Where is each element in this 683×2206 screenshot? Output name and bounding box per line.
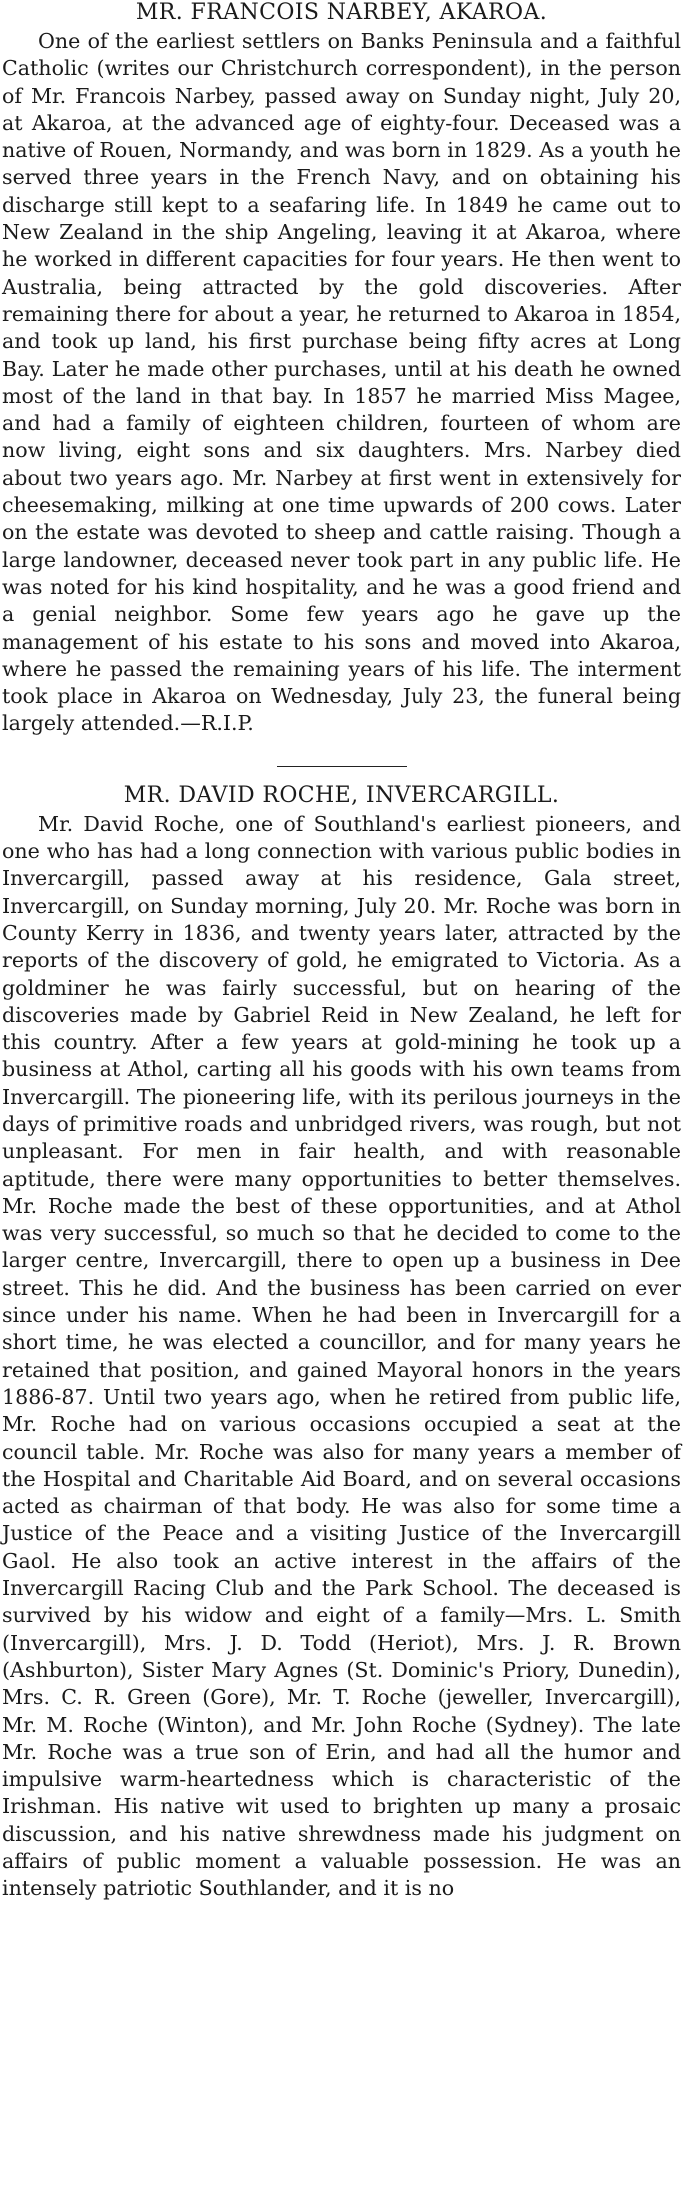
article-roche (2, 783, 681, 1903)
article-body: Mr. David Roche, one of Southland's earliest pioneers, and one who has had a long connection with various public bodies in Invercargill, passed away at his residence, Gala street, Invercargill, on Sunday morning, July 20. Mr. Roche was born in County Kerry in 1836, and twenty years later, attracted by the reports of the discovery of gold, he emigrated to Victoria. As a goldminer he was fairly successful, but on hearing of the discoveries made by Gabriel Reid in New Zealand, he left for this country. After a few years at gold-mining he took up a business at Athol, carting all his goods with his own teams from Invercargill. The pioneering life, with its perilous journeys in the days of primitive roads and unbridged rivers, was rough, but not unpleasant. For men in fair health, and with reasonable aptitude, there were many opportunities to better themselves. Mr. Roche made the best of these opportunities, and at Athol was very successful, so much so that he decided to come to the larger centre, Invercargill, there to open up a business in Dee street. This he did. And the business has been carried on ever since under his name. When he had been in Invercargill for a short time, he was elected a councillor, and for many years he retained that position, and gained Mayoral honors in the years 1886-87. Until two years ago, when he retired from public life, Mr. Roche had on various occasions occupied a seat at the council table. Mr. Roche was also for many years a member of the Hospital and Charitable Aid Board, and on several occasions acted as chairman of that body. He was also for some time a Justice of the Peace and a visiting Justice of the Invercargill Gaol. He also took an active interest in the affairs of the Invercargill Racing Club and the Park School. The deceased is survived by his widow and eight of a family—Mrs. L. Smith (Invercargill), Mrs. J. D. Todd (Heriot), Mrs. J. R. Brown (Ashburton), Sister Mary Agnes (St. Dominic's Priory, Dunedin), Mrs. C. R. Green (Gore), Mr. T. Roche (jeweller, Invercargill), Mr. M. Roche (Winton), and Mr. John Roche (Sydney). The late Mr. Roche was a true son of Erin, and had all the humor and impulsive warm-heartedness which is characteristic of the Irishman. His native wit used to brighten up many a prosaic discussion, and his native shrewdness made his judgment on affairs of public moment a valuable possession. He was an intensely patriotic Southlander, and it is no (2, 811, 681, 1901)
article-body: One of the earliest settlers on Banks Peninsula and a faithful Catholic (writes our Christchurch correspondent), in the person of Mr. Francois Narbey, passed away on Sunday night, July 20, at Akaroa, at the advanced age of eighty-four. Deceased was a native of Rouen, Normandy, and was born in 1829. As a youth he served three years in the French Navy, and on obtaining his discharge still kept to a seafaring life. In 1849 he came out to New Zealand in the ship Angeling, leaving it at Akaroa, where he worked in different capacities for four years. He then went to Australia, being attracted by the gold discoveries. After remaining there for about a year, he returned to Akaroa in 1854, and took up land, his first purchase being fifty acres at Long Bay. Later he made other purchases, until at his death he owned most of the land in that bay. In 1857 he married Miss Magee, and had a family of eighteen children, fourteen of whom are now living, eight sons and six daughters. Mrs. Narbey died about two years ago. Mr. Narbey at first went in extensively for cheesemaking, milking at one time upwards of 200 cows. Later on the estate was devoted to sheep and cattle raising. Though a large landowner, deceased never took part in any public life. He was noted for his kind hospitality, and he was a good friend and a genial neighbor. Some few years ago he gave up the management of his estate to his sons and moved into Akaroa, where he passed the remaining years of his life. The interment took place in Akaroa on Wednesday, July 23, the funeral being largely attended.—R.I.P. (2, 29, 681, 736)
article-narbey (2, 0, 681, 738)
section-divider (277, 766, 407, 767)
article-heading: MR. FRANCOIS NARBEY, AKAROA. (135, 0, 548, 25)
article-heading: MR. DAVID ROCHE, INVERCARGILL. (123, 782, 560, 808)
